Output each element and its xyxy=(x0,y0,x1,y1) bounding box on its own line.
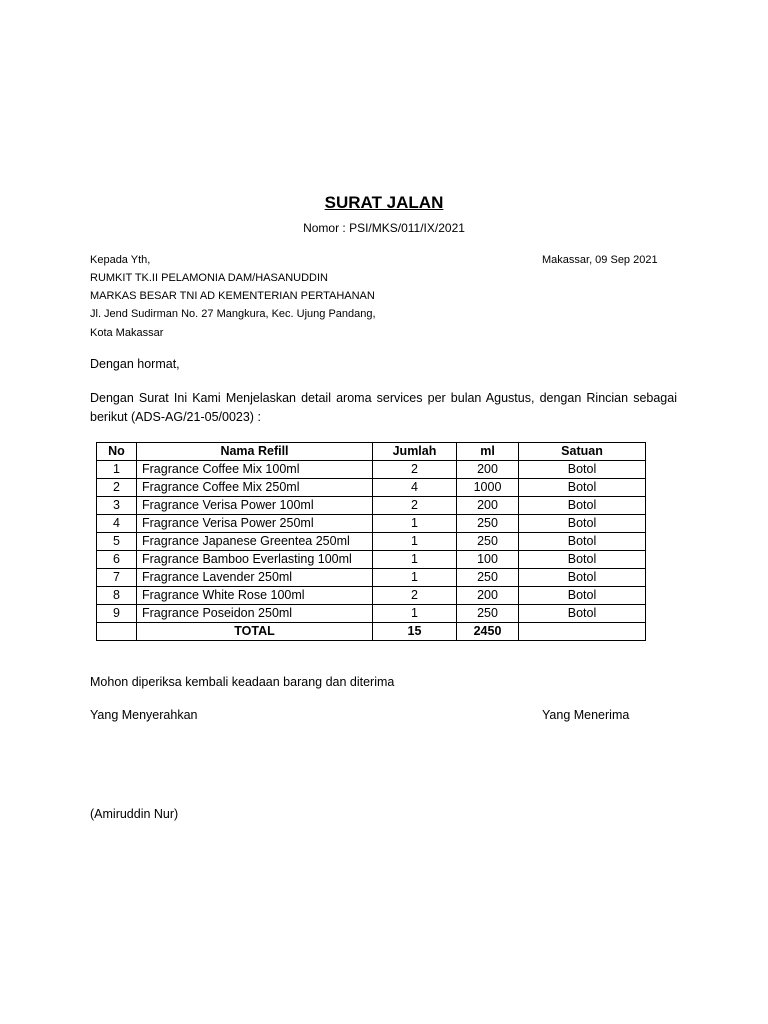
total-empty-cell xyxy=(519,623,646,641)
cell-nama-refill: Fragrance Coffee Mix 250ml xyxy=(137,479,373,497)
cell-no: 5 xyxy=(97,533,137,551)
intro-paragraph: Dengan Surat Ini Kami Menjelaskan detail aroma services per bulan Agustus, dengan Rincian sebagai berikut (ADS-AG/21-05/0023) : xyxy=(90,391,677,424)
cell-nama-refill: Fragrance Verisa Power 250ml xyxy=(137,515,373,533)
table-row xyxy=(97,569,646,587)
cell-no: 9 xyxy=(97,605,137,623)
document-title: SURAT JALAN xyxy=(324,193,444,212)
sender-label: Yang Menyerahkan xyxy=(90,708,198,722)
cell-no: 2 xyxy=(97,479,137,497)
cell-jumlah: 2 xyxy=(373,461,457,479)
cell-satuan: Botol xyxy=(519,479,646,497)
sender-name: (Amiruddin Nur) xyxy=(90,807,179,821)
table-row xyxy=(97,533,646,551)
table-row xyxy=(97,497,646,515)
header-nama-refill: Nama Refill xyxy=(137,443,373,461)
total-ml: 2450 xyxy=(457,623,519,641)
cell-jumlah: 4 xyxy=(373,479,457,497)
cell-nama-refill: Fragrance Poseidon 250ml xyxy=(137,605,373,623)
cell-satuan: Botol xyxy=(519,461,646,479)
cell-nama-refill: Fragrance Coffee Mix 100ml xyxy=(137,461,373,479)
table-row xyxy=(97,461,646,479)
cell-ml: 250 xyxy=(457,605,519,623)
closing-text: Mohon diperiksa kembali keadaan barang dan diterima xyxy=(90,675,395,689)
cell-no: 7 xyxy=(97,569,137,587)
cell-jumlah: 2 xyxy=(373,497,457,515)
cell-no: 4 xyxy=(97,515,137,533)
cell-satuan: Botol xyxy=(519,587,646,605)
total-label: TOTAL xyxy=(137,623,373,641)
table-row xyxy=(97,551,646,569)
table-row xyxy=(97,479,646,497)
cell-no: 3 xyxy=(97,497,137,515)
cell-ml: 200 xyxy=(457,461,519,479)
recipient-line-1: Kepada Yth, xyxy=(90,254,151,266)
cell-no: 8 xyxy=(97,587,137,605)
table-row xyxy=(97,515,646,533)
cell-satuan: Botol xyxy=(519,569,646,587)
total-jumlah: 15 xyxy=(373,623,457,641)
document-number: Nomor : PSI/MKS/011/IX/2021 xyxy=(303,221,465,235)
cell-jumlah: 1 xyxy=(373,569,457,587)
items-table xyxy=(96,442,646,641)
cell-ml: 250 xyxy=(457,569,519,587)
recipient-line-3: MARKAS BESAR TNI AD KEMENTERIAN PERTAHANAN xyxy=(90,290,375,302)
cell-ml: 100 xyxy=(457,551,519,569)
cell-ml: 200 xyxy=(457,497,519,515)
table-row xyxy=(97,587,646,605)
header-ml: ml xyxy=(457,443,519,461)
cell-ml: 1000 xyxy=(457,479,519,497)
cell-no: 6 xyxy=(97,551,137,569)
cell-jumlah: 1 xyxy=(373,605,457,623)
cell-satuan: Botol xyxy=(519,533,646,551)
receiver-label: Yang Menerima xyxy=(542,708,630,722)
cell-ml: 250 xyxy=(457,533,519,551)
greeting: Dengan hormat, xyxy=(90,357,180,371)
cell-satuan: Botol xyxy=(519,551,646,569)
recipient-line-2: RUMKIT TK.II PELAMONIA DAM/HASANUDDIN xyxy=(90,272,328,284)
header-no: No xyxy=(97,443,137,461)
table-total-row xyxy=(97,623,646,641)
cell-jumlah: 2 xyxy=(373,587,457,605)
cell-satuan: Botol xyxy=(519,515,646,533)
cell-nama-refill: Fragrance Lavender 250ml xyxy=(137,569,373,587)
cell-no: 1 xyxy=(97,461,137,479)
cell-jumlah: 1 xyxy=(373,533,457,551)
cell-nama-refill: Fragrance Verisa Power 100ml xyxy=(137,497,373,515)
recipient-line-5: Kota Makassar xyxy=(90,327,164,339)
cell-nama-refill: Fragrance Bamboo Everlasting 100ml xyxy=(137,551,373,569)
table-row xyxy=(97,605,646,623)
cell-jumlah: 1 xyxy=(373,515,457,533)
cell-ml: 250 xyxy=(457,515,519,533)
table-header-row xyxy=(97,443,646,461)
cell-nama-refill: Fragrance Japanese Greentea 250ml xyxy=(137,533,373,551)
total-empty-cell xyxy=(97,623,137,641)
cell-satuan: Botol xyxy=(519,497,646,515)
cell-ml: 200 xyxy=(457,587,519,605)
place-date: Makassar, 09 Sep 2021 xyxy=(542,254,658,266)
header-satuan: Satuan xyxy=(519,443,646,461)
header-jumlah: Jumlah xyxy=(373,443,457,461)
cell-nama-refill: Fragrance White Rose 100ml xyxy=(137,587,373,605)
cell-satuan: Botol xyxy=(519,605,646,623)
cell-jumlah: 1 xyxy=(373,551,457,569)
recipient-line-4: Jl. Jend Sudirman No. 27 Mangkura, Kec. Ujung Pandang, xyxy=(90,308,376,320)
